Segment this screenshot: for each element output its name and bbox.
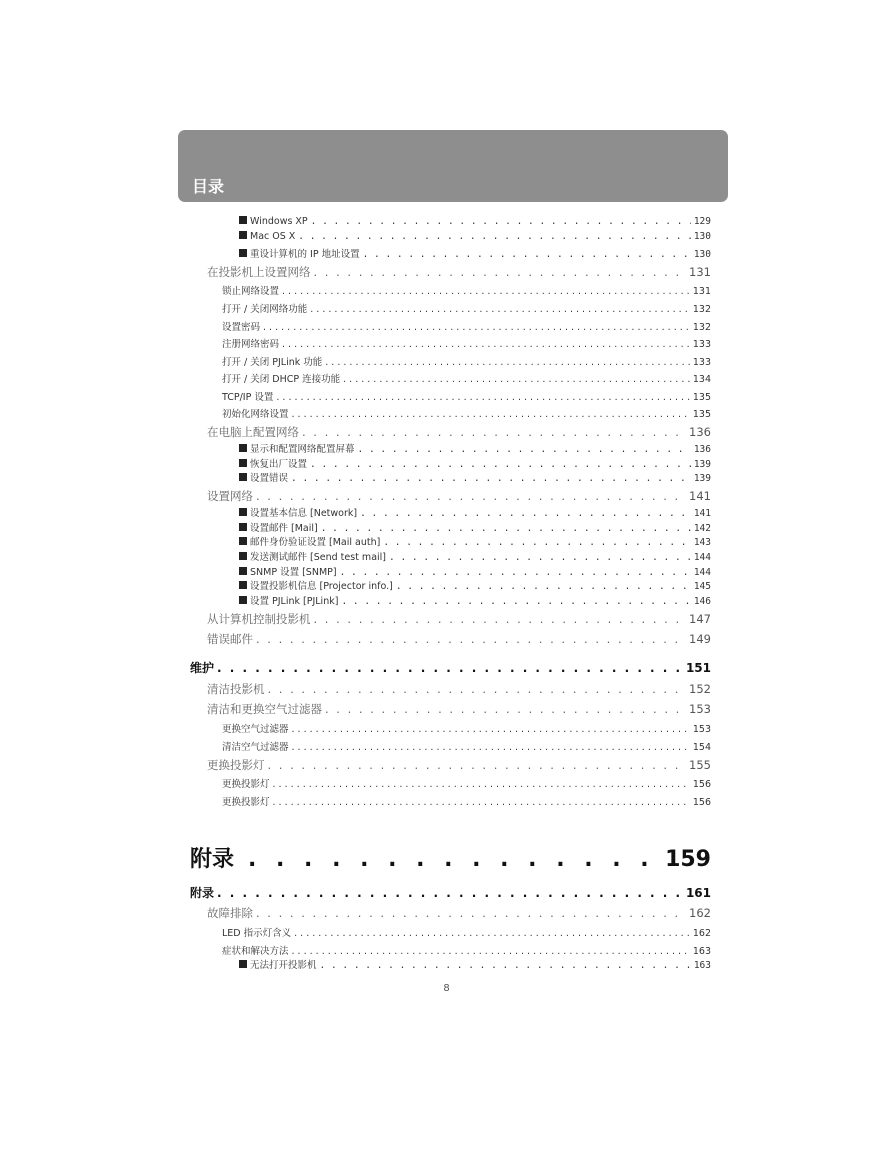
square-bullet-icon [239,508,247,516]
toc-page: 153 [689,702,711,716]
toc-entry[interactable]: TCP/IP 设置 . . . 135 [222,389,711,403]
toc-page: 132 [692,322,711,333]
toc-page: 159 [665,847,711,872]
square-bullet-icon [239,567,247,575]
toc-entry[interactable]: 注册网络密码 . . . 133 [222,336,711,350]
toc-entry[interactable]: 设置基本信息 [Network] . . . 141 [239,505,711,519]
toc-entry[interactable]: 清洁空气过滤器 . . . 154 [222,739,711,753]
page-title: 目录 [192,177,225,196]
toc-page: 147 [689,612,711,626]
toc-entry[interactable]: 清洁投影机 . . . 152 [207,681,711,697]
toc-page: 135 [692,409,711,420]
toc-entry[interactable]: SNMP 设置 [SNMP] . . . 144 [239,564,711,578]
toc-page: 145 [693,581,711,592]
toc-page: 133 [692,357,711,368]
toc-page: 136 [693,444,711,455]
toc-page: 163 [692,946,711,957]
toc-page: 149 [689,632,711,646]
toc-page: 130 [693,231,711,242]
toc-page: 131 [689,265,711,279]
toc-page: 143 [693,537,711,548]
toc-entry[interactable]: 重设计算机的 IP 地址设置 . . . 130 [239,246,711,260]
toc-entry[interactable]: 更换空气过滤器 . . . 153 [222,721,711,735]
toc-page: 153 [692,724,711,735]
toc-page: 129 [693,216,711,227]
toc-entry[interactable]: 更换投影灯 . . . 156 [222,776,711,790]
toc-page: 144 [693,567,711,578]
toc-entry[interactable]: LED 指示灯含义 . . . 162 [222,925,711,939]
toc-page: 134 [692,374,711,385]
header-bar [178,130,728,202]
toc-entry[interactable]: 邮件身份验证设置 [Mail auth] . . . 143 [239,534,711,548]
toc-entry[interactable]: 设置网络 . . . 141 [207,488,711,504]
toc-entry[interactable]: 设置邮件 [Mail] . . . 142 [239,520,711,534]
toc-entry[interactable]: 发送测试邮件 [Send test mail] . . . 144 [239,549,711,563]
toc-entry[interactable]: 症状和解决方法 . . . 163 [222,943,711,957]
square-bullet-icon [239,473,247,481]
toc-page: 156 [692,797,711,808]
square-bullet-icon [239,216,247,224]
toc-entry[interactable]: Windows XP . . . 129 [239,216,711,227]
page-number: 8 [443,983,450,994]
toc-entry[interactable]: 设置投影机信息 [Projector info.] . . . 145 [239,578,711,592]
toc-page: 139 [693,459,711,470]
toc-section-entry[interactable]: 维护 . . . 151 [190,659,711,676]
toc-entry[interactable]: 在电脑上配置网络 . . . 136 [207,424,711,440]
toc-page: 141 [689,489,711,503]
toc-entry[interactable]: 从计算机控制投影机 . . . 147 [207,611,711,627]
toc-page: 132 [692,304,711,315]
toc-entry[interactable]: 错误邮件 . . . 149 [207,631,711,647]
toc-page: 155 [689,758,711,772]
square-bullet-icon [239,459,247,467]
toc-page: 154 [692,742,711,753]
square-bullet-icon [239,523,247,531]
toc-page: 133 [692,339,711,350]
toc-entry[interactable]: 故障排除 . . . 162 [207,905,711,921]
toc-entry[interactable]: 恢复出厂设置 . . . 139 [239,456,711,470]
toc-entry[interactable]: 在投影机上设置网络 . . . 131 [207,264,711,280]
toc-page: 151 [685,661,711,675]
toc-page: 161 [685,886,711,900]
toc-page: 163 [693,960,711,971]
toc-entry[interactable]: 设置密码 . . . 132 [222,319,711,333]
square-bullet-icon [239,444,247,452]
toc-page: 156 [692,779,711,790]
toc-entry[interactable]: 清洁和更换空气过滤器 . . . 153 [207,701,711,717]
toc-entry[interactable]: 打开 / 关闭 PJLink 功能 . . . 133 [222,354,711,368]
toc-page: 130 [693,249,711,260]
toc-entry[interactable]: 更换投影灯 . . . 156 [222,794,711,808]
toc-chapter-entry[interactable]: 附录 . . . 159 [190,842,711,873]
toc-entry[interactable]: 打开 / 关闭网络功能 . . . 132 [222,301,711,315]
toc-page: 135 [692,392,711,403]
square-bullet-icon [239,581,247,589]
toc-entry[interactable]: 锁止网络设置 . . . 131 [222,283,711,297]
square-bullet-icon [239,596,247,604]
toc-section-entry[interactable]: 附录 . . . 161 [190,884,711,901]
toc-entry[interactable]: 更换投影灯 . . . 155 [207,757,711,773]
toc-page: 146 [693,596,711,607]
toc-page: 136 [689,425,711,439]
toc-page: 142 [693,523,711,534]
toc-entry[interactable]: 初始化网络设置 . . . 135 [222,406,711,420]
square-bullet-icon [239,960,247,968]
toc-page: 144 [693,552,711,563]
square-bullet-icon [239,537,247,545]
square-bullet-icon [239,231,247,239]
toc-page: 131 [692,286,711,297]
toc-entry[interactable]: 无法打开投影机 . . . 163 [239,957,711,971]
toc-entry[interactable]: 打开 / 关闭 DHCP 连接功能 . . . 134 [222,371,711,385]
square-bullet-icon [239,249,247,257]
toc-entry[interactable]: 设置错误 . . . 139 [239,470,711,484]
toc-page: 162 [689,906,711,920]
toc-page: 139 [693,473,711,484]
toc-page: 162 [692,928,711,939]
toc-page: 152 [689,682,711,696]
square-bullet-icon [239,552,247,560]
toc-entry[interactable]: Mac OS X . . . 130 [239,231,711,242]
toc-entry[interactable]: 设置 PJLink [PJLink] . . . 146 [239,593,711,607]
toc-entry[interactable]: 显示和配置网络配置屏幕 . . . 136 [239,441,711,455]
toc-page: 141 [693,508,711,519]
